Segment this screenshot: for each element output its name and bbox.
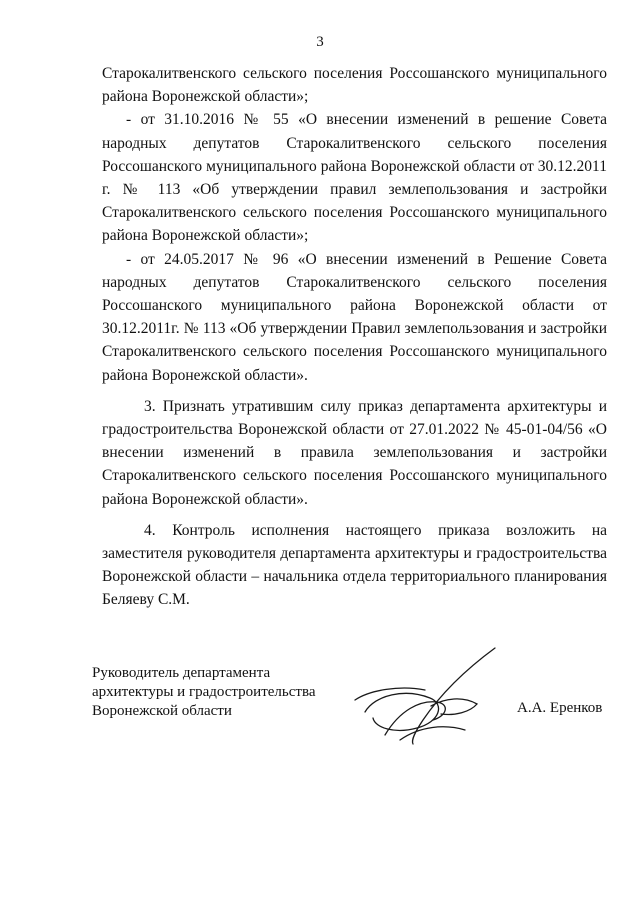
paragraph-item-3: 3. Признать утратившим силу приказ департамента архитектуры и градостроительства Воронежской области от 27.01.2022 № 45-01-04/56 «О внесении изменений в правила землепользования и застройки Старокалитвенского сельского поселения Россошанского муниципального района Воронежской области». xyxy=(102,397,607,508)
position-line: Руководитель департамента xyxy=(92,665,271,681)
document-body xyxy=(102,62,607,612)
position-line: Воронежской области xyxy=(92,703,232,719)
paragraph-amendment-2017: - от 24.05.2017 № 96 «О внесении изменений в Решение Совета народных депутатов Старокалитвенского сельского поселения Россошанского муниципального района Воронежской области от 30.12.2011г. № 113 «Об утверждении Правил землепользования и застройки Старокалитвенского сельского поселения Россошанского муниципального района Воронежской области». xyxy=(102,250,607,384)
handwritten-signature xyxy=(345,640,515,750)
signatory-position xyxy=(92,664,315,721)
paragraph-item-4: 4. Контроль исполнения настоящего приказа возложить на заместителя руководителя департамента архитектуры и градостроительства Воронежской области – начальника отдела территориального планирования Беляеву С.М. xyxy=(102,521,607,609)
page-number: 3 xyxy=(316,34,324,50)
paragraph-continuation: Старокалитвенского сельского поселения Россошанского муниципального района Воронежской области»; xyxy=(102,65,607,106)
signatory-name: А.А. Еренков xyxy=(517,700,603,716)
paragraph-amendment-2016: - от 31.10.2016 № 55 «О внесении изменений в решение Совета народных депутатов Старокалитвенского сельского поселения Россошанского муниципального района Воронежской области от 30.12.2011 г. № 113 «Об утверждении правил землепользования и застройки Старокалитвенского сельского поселения Россошанского муниципального района Воронежской области»; xyxy=(102,111,607,245)
position-line: архитектуры и градостроительства xyxy=(92,684,316,700)
